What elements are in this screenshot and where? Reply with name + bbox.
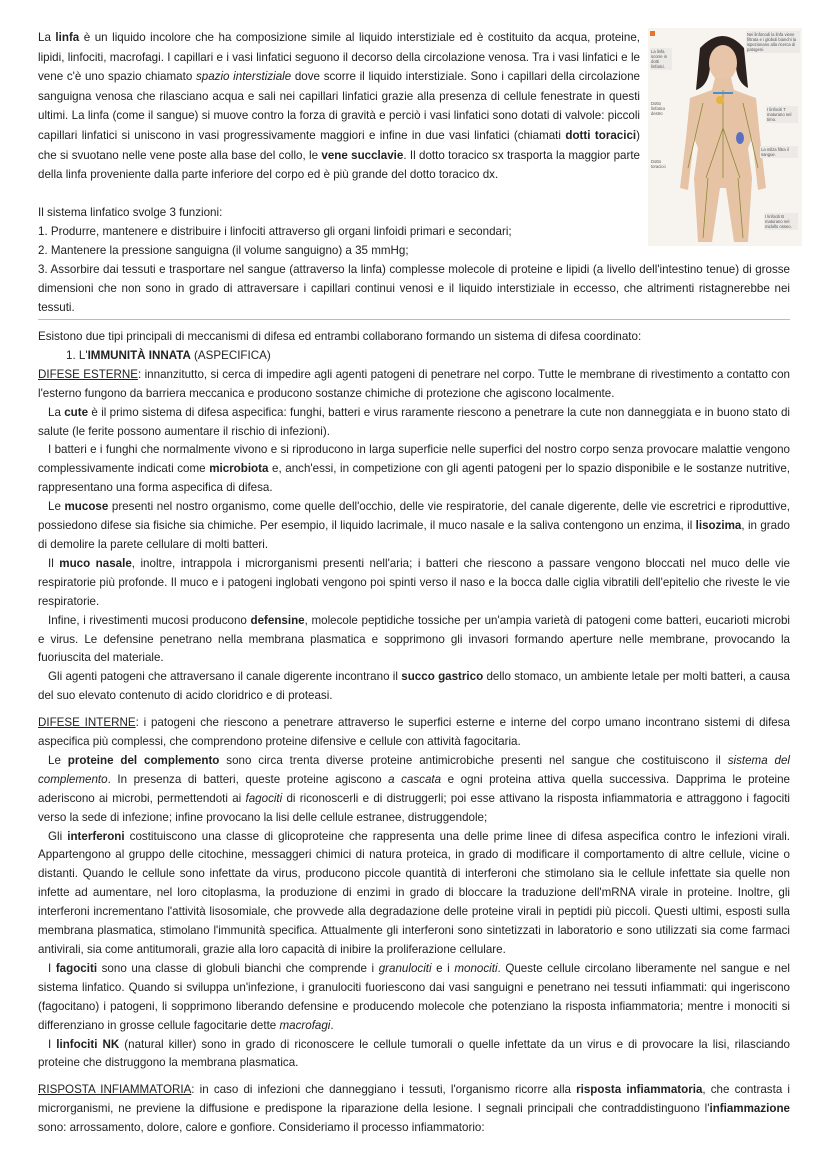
text-run: è un liquido incolore che ha composizione simile al liquido interstiziale ed è costituito da acqua, proteine, lipidi, linfociti, macrofagi. I capillari e i vasi linfatici seguono il decorso della circolazione venosa. Tra i vasi linfatici e le vene c'è uno spazio chiamato [38, 31, 641, 84]
text-run: , in grado di demolire la parete cellulare di molti batteri. [38, 519, 790, 551]
section-divider [38, 319, 790, 320]
bold-term: fagociti [55, 961, 98, 975]
spacer [38, 1073, 790, 1081]
intro-section [38, 28, 640, 185]
bold-term: proteine del complemento [67, 753, 220, 767]
bold-term: cute [64, 405, 89, 419]
text-run: Gli [48, 829, 68, 843]
section-heading: DIFESE INTERNE [38, 716, 136, 730]
bold-term: succo gastrico [401, 670, 484, 684]
text-run: . Il dotto toracico sx trasporta la maggior parte della linfa proveniente dalla parte inferiore del corpo ed è più grande del dotto toracico dx. [38, 148, 640, 182]
text-run: sono: arrossamento, dolore, calore e gonfiore. Consideriamo il processo infiammatorio: [38, 1121, 485, 1135]
text-run: : i patogeni che riescono a penetrare attraverso le superfici esterne e interne del corpo umano incontrano sistemi di difesa aspecifica più complessi, che comprendono proteine difensive e cellule con attività fagocitaria. [38, 716, 791, 749]
paragraph [38, 328, 790, 347]
lymphatic-functions-section [38, 204, 790, 317]
bold-term: muco nasale [59, 556, 132, 570]
italic-term: sistema del complemento [38, 753, 791, 786]
paragraph [38, 347, 790, 366]
italic-term: spazio interstiziale [195, 70, 292, 84]
text-run: . Queste cellule circolano liberamente nel sangue e nel sistema linfatico. Quando si sviluppa un'infezione, i granulociti fuoriescono dai vasi sanguigni e penetrano nei tessuti infiammati: qui ingeriscono (fagocitano) i patogeni, li sopprimono liberando defensine e producendo molecole che potenziano la risposta infiammatoria; mentre i monociti si differenziano in grosse cellule fagocitarie dette [38, 961, 790, 1032]
text-run: ) che si svuotano nelle vene poste alla base del collo, le [38, 128, 640, 162]
bold-term: linfa [55, 31, 80, 44]
bold-term: dotti toracici [565, 128, 637, 142]
bold-term: lisozima [695, 519, 742, 533]
figure-label: Nei linfonodi la linfa viene filtrata e i globuli bianchi la ispezionano alla ricerca di patogeni. [746, 31, 800, 53]
bold-term: defensine [250, 613, 305, 627]
paragraph [38, 366, 790, 404]
text-run: . In presenza di batteri, queste proteine agiscono [107, 772, 389, 786]
bold-term: linfociti NK [56, 1037, 120, 1051]
bold-term: IMMUNITÀ INNATA [87, 348, 191, 362]
text-run: I batteri e i funghi che normalmente vivono e si riproducono in larga superficie nelle superfici del nostro corpo senza provocare malattie vengono complessivamente indicati come [38, 443, 790, 476]
paragraph [38, 404, 790, 442]
text-run: di riconoscerli e di distruggerli; poi esse attivano la risposta infiammatoria e attraggono i fagociti verso la sede di infezione; infine provocano la lisi delle cellule estranee, distruggendole; [38, 791, 790, 824]
text-run: presenti nel nostro organismo, come quelle dell'occhio, delle vie respiratorie, del canale digerente, delle vie escretrici e riproduttive, possiedono difese sia fisiche sia chimiche. Per esempio, il liquido lacrimale, il muco nasale e la saliva contengono un enzima, il [38, 500, 790, 533]
defense-section [38, 328, 790, 1138]
figure-label: I linfociti B maturano nel midollo osseo. [764, 213, 798, 230]
text-run: Esistono due tipi principali di meccanismi di difesa ed entrambi collaborano formando un sistema di difesa coordinato: [38, 330, 642, 343]
bold-term: interferoni [67, 829, 125, 843]
text-run: I [48, 1037, 57, 1051]
paragraph [38, 1036, 790, 1074]
spacer [38, 706, 790, 714]
paragraph [38, 612, 790, 669]
italic-term: monociti [454, 961, 498, 975]
bold-term: risposta infiammatoria [576, 1083, 703, 1097]
text-run: , che contrasta i microrganismi, ne previene la diffusione e predispone la riparazione della lesione. I segnali principali che contraddistinguono l' [38, 1083, 790, 1116]
function-item [38, 242, 790, 261]
paragraph [38, 752, 790, 828]
paragraph [38, 555, 790, 612]
bold-term: infiammazione [709, 1102, 790, 1116]
text-run: 1. Produrre, mantenere e distribuire i linfociti attraverso gli organi linfoidi primari e secondari; [38, 224, 512, 238]
text-run: sono una classe di globuli bianchi che comprende i [97, 961, 379, 975]
text-run: dove scorre il liquido interstiziale. Sono i capillari della circolazione sanguigna venosa che rilasciano acqua e sali nei capillari linfatici grazie alla presenza di cellule fenestrate in questi ultimi. La linfa (come il sangue) si muove contro la forza di gravità e perciò i vasi linfatici sono dotati di valvole: piccoli capillari linfatici si uniscono in vasi progressivamente maggiori e infine in due vasi linfatici (chiamati [38, 70, 640, 142]
text-run: Le [48, 753, 68, 767]
text-run: (ASPECIFICA) [190, 348, 271, 362]
text-run: : in caso di infezioni che danneggiano i tessuti, l'organismo ricorre alla [191, 1083, 577, 1097]
text-run: e, anch'essi, in competizione con gli agenti patogeni per lo spazio disponibile e le sostanze nutritive, rappresentano una forma aspecifica di difesa. [38, 462, 790, 495]
italic-term: a cascata [388, 772, 442, 786]
text-run: Le [48, 500, 65, 514]
section-heading: DIFESE ESTERNE [38, 367, 139, 381]
bold-term: mucose [64, 500, 109, 514]
italic-term: fagociti [245, 791, 283, 805]
text-run: La [38, 31, 56, 44]
figure-label: Dotto linfatico destro [651, 101, 666, 116]
function-item [38, 223, 790, 242]
text-run: Infine, i rivestimenti mucosi producono [48, 613, 251, 627]
figure-label: La milza filtra il sangue. [760, 146, 798, 158]
function-item [38, 261, 790, 318]
italic-term: granulociti [378, 961, 432, 975]
text-run: 1. L' [66, 348, 88, 362]
paragraph [38, 960, 790, 1036]
paragraph [38, 828, 790, 960]
text-run: , molecole peptidiche tossiche per un'ampia varietà di patogeni come batteri, eucarioti microbi e virus. Le defensine penetrano nella membrana plasmatica e sopprimono gli invasori formando aperture nelle membrane, provocando la fuoriuscita del materiale. [38, 613, 791, 665]
text-run: dello stomaco, un ambiente letale per molti batteri, a causa del suo elevato contenuto di acido cloridrico e di proteasi. [38, 670, 790, 703]
text-run: Gli agenti patogeni che attraversano il canale digerente incontrano il [48, 670, 402, 684]
text-run: : innanzitutto, si cerca di impedire agli agenti patogeni di penetrare nel corpo. Tutte le membrane di rivestimento a contatto con l'esterno fungono da barriera meccanica e producono sostanze chimiche di protezione che agiscono localmente. [38, 367, 790, 400]
figure-label: La linfa scorre in dotti linfatici. [650, 48, 672, 70]
text-run: . [330, 1018, 334, 1032]
text-run: 2. Mantenere la pressione sanguigna (il volume sanguigno) a 35 mmHg; [38, 243, 409, 257]
text-run: sono circa trenta diverse proteine antimicrobiche presenti nel sangue che costituiscono il [219, 753, 728, 767]
figure-label: Dotto toracico [651, 159, 666, 169]
paragraph [38, 668, 790, 706]
figure-label: I linfociti T maturano nel timo. [766, 106, 798, 123]
text-run: , inoltre, intrappola i microrganismi presenti nell'aria; i batteri che riescono a passare vengono bloccati nel muco delle vie respiratorie più profonde. Il muco e i patogeni inglobati vengono poi spinti verso il naso e la bocca dalle ciglia vibratili dell'epitelio che riveste le vie respiratorie. [38, 556, 790, 608]
italic-term: macrofagi [279, 1018, 331, 1032]
text-run: costituiscono una classe di glicoproteine che rappresenta una delle prime linee di difesa aspecifica contro le infezioni virali. Appartengono al gruppo delle citochine, messaggeri chimici di natura proteica, in grado di modificare il comportamento di altre cellule, vicine o distanti. Quando le cellule sono infettate da virus, producono piccole quantità di interferoni che stimolano sia le cellule infettate sia quelle non infette ad aumentare, nel loro citoplasma, la produzione di enzimi in grado di bloccare la traduzione dell'mRNA virale in proteine. Inoltre, gli interferoni incrementano l'attività lisosomiale, che provvede alla degradazione delle proteine virali in peptidi più piccoli. Questi ultimi, esposti sulla membrana plasmatica, stimolano l'immunità specifica. Attualmente gli interferoni sono sintetizzati in laboratorio e sono utilizzati sia come farmaci antivirali, sia come antitumorali, grazie alla loro capacità di inibire la proliferazione cellulare. [38, 829, 791, 956]
text-run: (natural killer) sono in grado di riconoscere le cellule tumorali o quelle infettate da un virus e di provocare la lisi, rilasciando proteine che distruggono la membrana plasmatica. [38, 1037, 790, 1070]
text-run: e ogni proteina attiva quella successiva. Dapprima le proteine aderiscono ai microbi, permettendoti ai [38, 772, 791, 805]
text-run: 3. Assorbire dai tessuti e trasportare nel sangue (attraverso la linfa) complesse molecole di proteine e lipidi (a livello dell'intestino tenue) di grosse dimensioni che non sono in grado di attraversare i capillari continui venosi e il liquido interstiziale in eccesso, che altrimenti ristagnerebbe nei tessuti. [38, 262, 790, 314]
text-run: è il primo sistema di difesa aspecifica: funghi, batteri e virus raramente riescono a penetrare la cute non danneggiata e in buono stato di salute (le ferite possono aumentare il rischio di infezioni). [38, 405, 790, 438]
text-run: Il [48, 556, 60, 570]
section-heading: RISPOSTA INFIAMMATORIA [38, 1083, 192, 1097]
functions-intro [38, 204, 790, 223]
text-run: Il sistema linfatico svolge 3 funzioni: [38, 206, 223, 219]
text-run: e i [431, 961, 455, 975]
paragraph [38, 498, 790, 555]
paragraph [38, 441, 790, 498]
lymph-paragraph [38, 28, 640, 185]
text-run: La [48, 405, 65, 419]
bold-term: microbiota [209, 462, 269, 476]
text-run: I [48, 961, 56, 975]
bold-term: vene succlavie [321, 148, 404, 162]
paragraph [38, 714, 790, 752]
paragraph [38, 1081, 790, 1138]
